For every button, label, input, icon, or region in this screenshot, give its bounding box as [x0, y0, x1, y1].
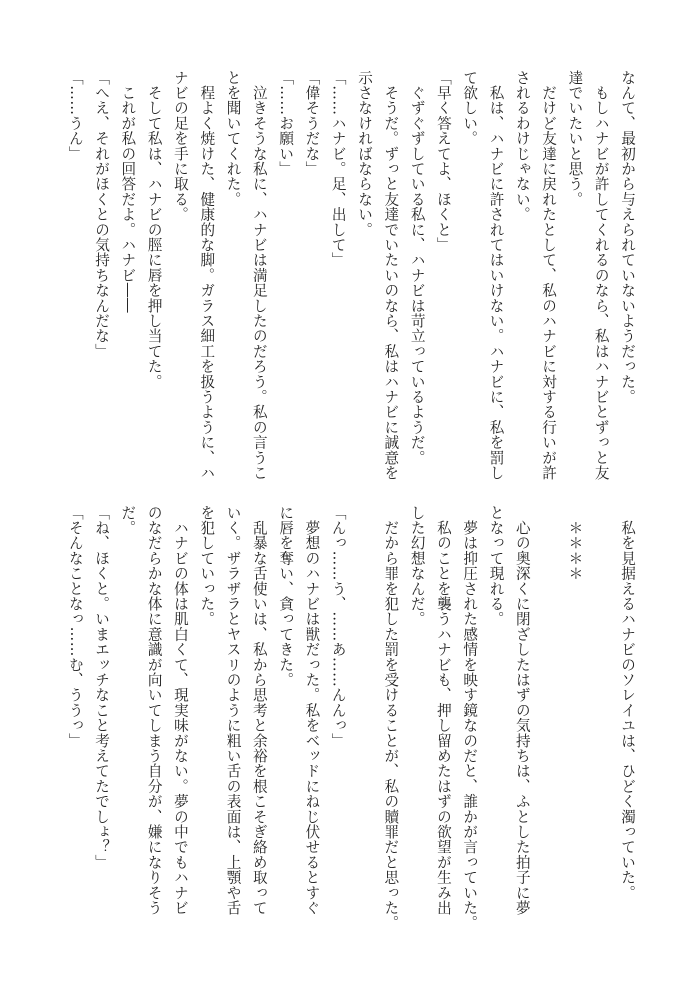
text-line [535, 505, 561, 905]
lower-text-block [66, 505, 640, 931]
text-line: されるわけじゃない。 [513, 70, 531, 222]
text-line: のなだらかな体に意識が向いてしまう自分が、嫌になりそう [145, 505, 163, 916]
text-line: これが私の回答だよ。ハナビ―― [119, 70, 137, 314]
text-line: なんて、最初から与えられていないようだった。 [619, 70, 636, 405]
text-line: そうだ。ずっと友達でいたいのなら、私はハナビに誠意を [382, 70, 400, 481]
text-line: とを聞いてくれた。 [224, 70, 242, 207]
text-line: そして私は、ハナビの脛に唇を押し当てた。 [145, 70, 163, 390]
text-line: 「ね、ほくと。いまエッチなこと考えてたでしょ？」 [93, 505, 111, 870]
text-line: 「……お願い」 [277, 70, 295, 177]
text-line: 夢想のハナビは獣だった。私をベッドにねじ伏せるとすぐ [303, 505, 321, 916]
text-line: となって現れる。 [487, 505, 505, 627]
text-line: 「早く答えてよ、ほくと」 [434, 70, 452, 253]
text-line: ハナビの体は肌白くて、現実味がない。夢の中でもハナビ [171, 505, 189, 916]
text-line: ぐずぐずしている私に、ハナビは苛立っているようだ。 [408, 70, 426, 466]
text-line: 達でいたいと思う。 [566, 70, 584, 207]
text-line: 「そんなことなっ……む、ううっ」 [66, 505, 84, 749]
text-line: を犯していった。 [198, 505, 216, 627]
text-line: もしハナビが許してくれるのなら、私はハナビとずっと友 [592, 70, 610, 481]
text-line [587, 505, 613, 905]
text-line: 私は、ハナビに許されてはいけない。ハナビに、私を罰し [487, 70, 505, 481]
text-line: 示さなければならない。 [356, 70, 374, 238]
text-line: 「……うん」 [66, 70, 84, 162]
text-line: 程よく焼けた、健康的な脚。ガラス細工を扱うように、ハ [198, 70, 216, 481]
text-line: だから罪を犯した罰を受けることが、私の贖罪だと思った。 [382, 505, 400, 931]
text-line: 心の奥深くに閉ざしたはずの気持ちは、ふとした拍子に夢 [513, 505, 531, 916]
text-line: 「偉そうだな」 [303, 70, 321, 177]
text-line: だ。 [119, 505, 137, 536]
text-line: に唇を奪い、貪ってきた。 [277, 505, 295, 688]
text-line: 泣きそうな私に、ハナビは満足したのだろう。私の言うこ [250, 70, 268, 481]
text-line: ＊＊＊＊ [566, 505, 584, 581]
text-line: いく。ザラザラとヤスリのように粗い舌の表面は、上顎や舌 [224, 505, 242, 916]
upper-text-block [66, 70, 640, 481]
text-line: ナビの足を手に取る。 [171, 70, 189, 222]
text-line: 「へえ、それがほくとの気持ちなんだな」 [93, 70, 111, 359]
text-line: て欲しい。 [461, 70, 479, 146]
text-line: 「んっ……う、……あ……んんっ」 [329, 505, 347, 749]
text-line: 「……ハナビ。足、出して」 [329, 70, 347, 268]
text-line: だけど友達に戻れたとして、私のハナビに対する行いが許 [540, 70, 558, 481]
text-line: 私のことを襲うハナビも、押し留めたはずの欲望が生み出 [434, 505, 452, 916]
text-line: 夢は抑圧された感情を映す鏡なのだと、誰かが言っていた。 [461, 505, 479, 931]
text-line: 私を見据えるハナビのソレイユは、ひどく濁っていた。 [619, 505, 636, 901]
text-line: 乱暴な舌使いは、私から思考と余裕を根こそぎ絡め取って [250, 505, 268, 916]
text-line: した幻想なんだ。 [408, 505, 426, 627]
text-line [351, 505, 377, 905]
